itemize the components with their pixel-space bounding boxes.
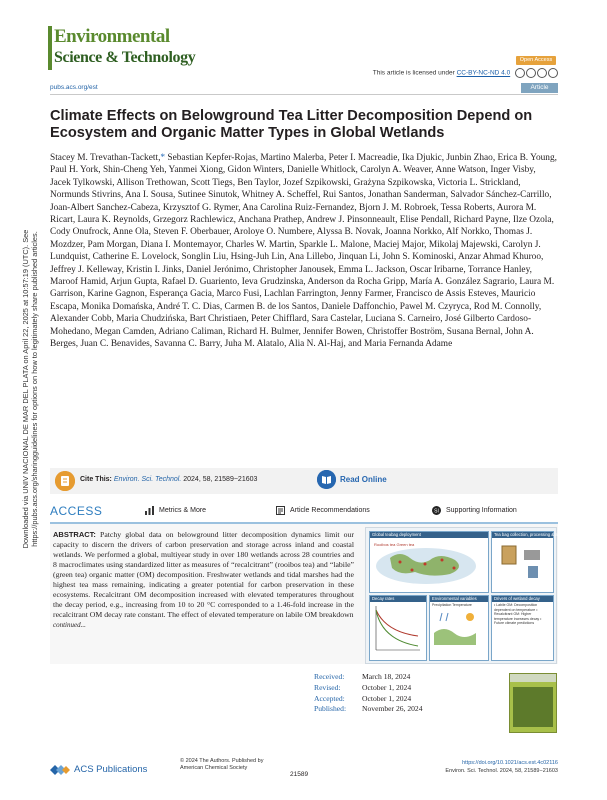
abstract-text: Patchy global data on belowground litter decomposition dynamics limit our capacity to discern the drivers of carbon preservation and storage across inland and coastal wetlands. We performed a global, multiyear study in over 180 wetlands across 28 countries and 8 macroclimates using standardized litter as measures of “recalcitrant” (rooibos tea) and “labile” (green tea) organic matter (OM) decomposition. Freshwater wetlands and tidal marshes had the highest tea mass remaining, indicating a greater potential for carbon preservation in these ecosystems. Recalcitrant OM decomposition increased with elevated temperatures throughout the decay period, e.g., increasing from 10 to 20 °C corresponded to a 1.46-fold increase in the recalcitrant OM decay rate constant. The effect of elevated temperature on labile OM breakdown [53,530,354,619]
article-title: Climate Effects on Belowground Tea Litter Decomposition Depend on Ecosystem and Organic Matter Types in Global Wetlands [50,108,533,141]
journal-url[interactable]: pubs.acs.org/est [50,84,98,91]
article-type-badge: Article [521,83,558,93]
download-note-text: Downloaded via UNIV NACIONAL DE MAR DEL PLATA on April 22, 2025 at 10:57:19 (UTC). See https://pubs.acs.org/sharingguidelines for options on how to legitimately share published articles. [21,229,39,549]
cite-journal[interactable]: Environ. Sci. Technol. [113,476,182,483]
date-revised: Revised: October 1, 2024 [314,682,412,692]
cite-ref: 2024, 58, 21589−21603 [181,476,258,483]
toc-graphic[interactable] [365,527,571,664]
author-list [50,152,558,351]
toc-panel-deployment-title: Global teabag deployment [370,532,488,538]
toc-panel-decay-title: Decay rates [370,596,426,602]
article-dates [314,672,423,715]
corresponding-author-star[interactable]: * [160,153,166,163]
toc-drivers-text: • Labile OM: Decomposition dependent on temperature • Recalcitrant OM: Higher temperature increases decay • Future climate predictions [494,603,542,625]
tea-types: Rooibos tea Green tea [374,542,415,547]
doi-block [420,760,558,775]
license-line [344,68,558,78]
metrics-icon[interactable] [145,506,154,515]
other-authors: Sebastian Kepfer-Rojas, Martino Malerba, Peter I. Macreadie, Ika Djukic, Junbin Zhao, Erica B. Young, Paul H. York, Shin-Cheng Yeh, Yanmei Xiong, Gidon Winters, Danielle Whitlock, Carolyn A. Weaver, Anne Watson, Inger Visby, Jacek Tylkowski, Allison Trethowan, Scott Tiegs, Ben Taylor, Jozef Szpikowski, Grażyna Szpikowska, Victoria L. Strickland, Normunds Stivrins, Ana I. Sousa, Sutinee Sinutok, Whitney A. Scheffel, Rui Santos, Jonathan Sanderman, Salvador Sánchez-Carrillo, Joan-Albert Sanchez-Cabeza, Krzysztof G. Rymer, Ana Carolina Ruiz-Fernandez, Bjorn J. M. Robroek, Tessa Roberts, Aurora M. Ricart, Laura K. Reynolds, Grzegorz Rachlewicz, Anchana Prathep, Andrew J. Pinsonneault, Elise Pendall, Richard Payne, Ilze Ozola, Cody Onufrock, Anne Ola, Steven F. Oberbauer, Aroloye O. Numbere, Alyssa B. Novak, Joanna Norkko, Alf Norkko, Thomas J. Mozdzer, Pam Morgan, Diana I. Montemayor, Charles W. Martin, Sparkle L. Malone, Maciej Major, Mikolaj Majewski, Carolyn J. Lundquist, Catherine E. Lovelock, Songlin Liu, Hsing-Juh Lin, Ana Lillebo, Jinquan Li, John S. Kominoski, Anzar Ahmad Khuroo, Jeffrey J. Kelleway, Kristin I. Jinks, Daniel Jerónimo, Christopher Janousek, Emma L. Jackson, Oscar Iribarne, Torrance Hanley, Maroof Hamid, Arjun Gupta, Rafael D. Guariento, Ieva Grudzinska, Anderson da Rocha Gripp, María A. González Sagrario, Laura M. Garrison, Karine Gagnon, Esperança Gacia, Marco Fusi, Lachlan Farrington, Jenny Farmer, Francisco de Assis Esteves, Mauricio Escapa, Monika Domańska, André T. C. Dias, Carmen B. de los Santos, Daniele Daffonchio, Pawel M. Czyryca, Rod M. Connolly, Alexander Cobb, Maria Chudzińska, Bart Christiaen, Peter Chifflard, Sara Castelar, Luciana S. Carneiro, José Gilberto Cardoso-Mohedano, Megan Camden, Adriano Caliman, Richard H. Bulmer, Jennifer Bowen, Christoffer Boström, Susana Bernal, John A. Berges, Juan C. Benavides, Savanna C. Barry, Juha M. Alatalo, Alia N. Al-Haj, and Maria Fernanda Adame [50,153,557,350]
doi-link[interactable]: https://doi.org/10.1021/acs.est.4c02116 [462,760,558,766]
supporting-info-icon[interactable] [432,506,441,515]
toc-panel-environment-title: Environmental variables [430,596,488,602]
date-accepted: Accepted: October 1, 2024 [314,693,412,703]
toc-panel-environment [429,595,489,661]
abstract [53,530,354,630]
toc-environment-vars: Precipitation Temperature [432,603,472,607]
acs-logo-icon[interactable] [50,762,70,778]
license-prefix: This article is licensed under [372,69,455,77]
metrics-more-link[interactable]: Metrics & More [159,507,207,514]
toc-panel-processing [491,531,571,593]
cc-license-icons [514,68,558,78]
toc-panel-processing-title: Tea bag collection, processing & analysis [494,532,571,537]
license-link[interactable]: CC-BY-NC-ND 4.0 [456,69,511,77]
date-published: Published: November 26, 2024 [314,704,423,714]
access-label: ACCESS [50,504,103,518]
toc-panel-deployment [369,531,489,593]
article-recommendations-link[interactable]: Article Recommendations [290,507,370,514]
logo-line1: Environmental [54,26,170,47]
recommendations-icon[interactable] [276,506,285,515]
supporting-information-link[interactable]: Supporting Information [446,507,517,514]
ecosystem-graphic [430,609,484,649]
journal-logo[interactable] [48,22,228,74]
read-online-button[interactable]: Read Online [340,475,387,484]
footer-citation: Environ. Sci. Technol. 2024, 58, 21589−21603 [445,767,558,774]
cite-label: Cite This: [80,476,112,483]
cite-icon[interactable] [55,471,75,491]
toc-panel-decay [369,595,427,661]
abstract-continued: continued... [53,621,86,629]
first-author[interactable]: Stacey M. Trevathan-Tackett, [50,153,161,163]
world-map-graphic [370,538,482,588]
cite-this [80,476,257,483]
header-divider [50,94,558,95]
download-watermark [0,0,39,800]
logo-line2: Science & Technology [54,49,196,66]
read-online-icon[interactable] [317,470,336,489]
toc-panel-drivers [491,595,554,661]
date-received: Received: March 18, 2024 [314,672,411,681]
acs-publications[interactable]: ACS Publications [74,764,148,775]
teabag-icon [492,538,549,584]
decay-curve-graphic [370,602,422,656]
open-access-badge: Open Access [516,56,556,65]
abstract-heading: ABSTRACT: [53,530,96,539]
copyright: © 2024 The Authors. Published by American Chemical Society [180,758,264,771]
svg-text:SI: SI [434,508,439,515]
journal-cover-thumbnail[interactable] [509,673,557,733]
page-number: 21589 [290,771,309,778]
toc-panel-drivers-title: Drivers of wetland decay [492,596,553,602]
